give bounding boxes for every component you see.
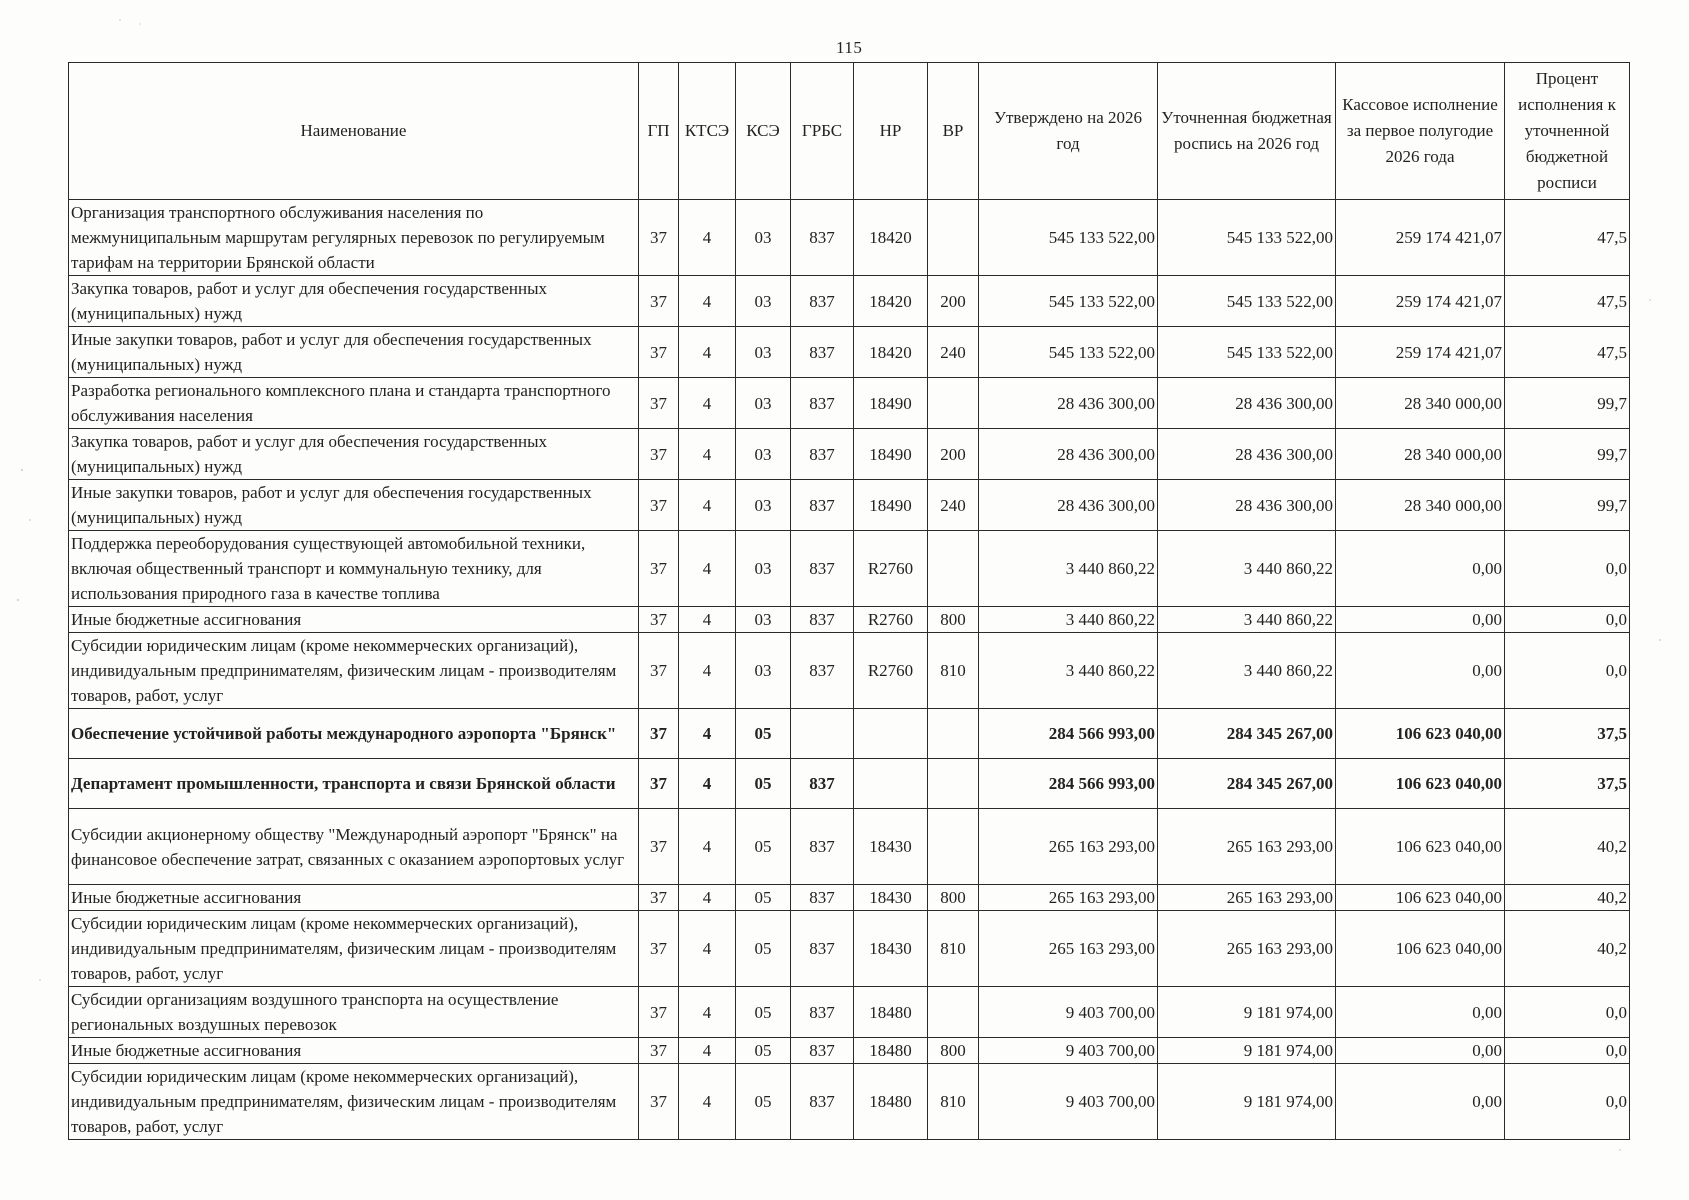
cell-nr: 18430: [854, 885, 928, 911]
cell-grbs: 837: [791, 327, 854, 378]
cell-approved: 3 440 860,22: [979, 531, 1158, 607]
cell-grbs: 837: [791, 531, 854, 607]
cell-grbs: 837: [791, 1038, 854, 1064]
cell-vr: 810: [928, 911, 979, 987]
cell-cash: 0,00: [1336, 607, 1505, 633]
cell-gp: 37: [639, 987, 679, 1038]
header-name: Наименование: [69, 63, 639, 200]
cell-grbs: 837: [791, 200, 854, 276]
cell-name: Организация транспортного обслуживания населения по межмуниципальным маршрутам регулярных перевозок по регулируемым тарифам на территории Брянской области: [69, 200, 639, 276]
cell-kse: 05: [736, 709, 791, 759]
cell-vr: [928, 709, 979, 759]
table-row: [69, 327, 1630, 378]
cell-cash: 106 623 040,00: [1336, 709, 1505, 759]
cell-name: Субсидии юридическим лицам (кроме некоммерческих организаций), индивидуальным предпринимателям, физическим лицам - производителям товаров, работ, услуг: [69, 633, 639, 709]
cell-vr: [928, 809, 979, 885]
cell-percent: 40,2: [1505, 809, 1630, 885]
cell-vr: [928, 378, 979, 429]
cell-ktse: 4: [679, 633, 736, 709]
cell-approved: 545 133 522,00: [979, 276, 1158, 327]
cell-percent: 0,0: [1505, 1064, 1630, 1140]
cell-cash: 0,00: [1336, 531, 1505, 607]
cell-refined: 28 436 300,00: [1158, 378, 1336, 429]
cell-refined: 9 181 974,00: [1158, 1064, 1336, 1140]
cell-approved: 265 163 293,00: [979, 809, 1158, 885]
cell-name: Субсидии юридическим лицам (кроме некоммерческих организаций), индивидуальным предпринимателям, физическим лицам - производителям товаров, работ, услуг: [69, 911, 639, 987]
header-refined: Уточненная бюджетная роспись на 2026 год: [1158, 63, 1336, 200]
cell-kse: 05: [736, 911, 791, 987]
cell-ktse: 4: [679, 885, 736, 911]
cell-ktse: 4: [679, 759, 736, 809]
cell-kse: 05: [736, 987, 791, 1038]
budget-table: [68, 62, 1630, 1140]
cell-refined: 284 345 267,00: [1158, 709, 1336, 759]
cell-kse: 03: [736, 327, 791, 378]
cell-cash: 106 623 040,00: [1336, 911, 1505, 987]
cell-approved: 9 403 700,00: [979, 1064, 1158, 1140]
header-percent: Процент исполнения к уточненной бюджетной росписи: [1505, 63, 1630, 200]
table-row: [69, 809, 1630, 885]
cell-name: Обеспечение устойчивой работы международного аэропорта "Брянск": [69, 709, 639, 759]
cell-percent: 40,2: [1505, 911, 1630, 987]
cell-name: Иные бюджетные ассигнования: [69, 1038, 639, 1064]
header-vr: ВР: [928, 63, 979, 200]
cell-kse: 03: [736, 633, 791, 709]
cell-grbs: 837: [791, 987, 854, 1038]
cell-nr: 18490: [854, 378, 928, 429]
cell-kse: 03: [736, 480, 791, 531]
cell-cash: 106 623 040,00: [1336, 759, 1505, 809]
cell-cash: 106 623 040,00: [1336, 809, 1505, 885]
cell-refined: 545 133 522,00: [1158, 276, 1336, 327]
cell-percent: 0,0: [1505, 607, 1630, 633]
cell-cash: 0,00: [1336, 987, 1505, 1038]
cell-nr: 18490: [854, 429, 928, 480]
cell-cash: 0,00: [1336, 1038, 1505, 1064]
cell-kse: 03: [736, 200, 791, 276]
cell-name: Иные бюджетные ассигнования: [69, 607, 639, 633]
cell-vr: [928, 759, 979, 809]
cell-percent: 0,0: [1505, 1038, 1630, 1064]
cell-ktse: 4: [679, 200, 736, 276]
cell-refined: 28 436 300,00: [1158, 480, 1336, 531]
cell-gp: 37: [639, 633, 679, 709]
cell-vr: [928, 531, 979, 607]
cell-grbs: 837: [791, 809, 854, 885]
table-row: [69, 607, 1630, 633]
cell-name: Разработка регионального комплексного плана и стандарта транспортного обслуживания населения: [69, 378, 639, 429]
cell-vr: 810: [928, 1064, 979, 1140]
cell-nr: R2760: [854, 633, 928, 709]
cell-nr: R2760: [854, 607, 928, 633]
cell-percent: 47,5: [1505, 276, 1630, 327]
cell-nr: 18420: [854, 327, 928, 378]
cell-gp: 37: [639, 1038, 679, 1064]
cell-ktse: 4: [679, 276, 736, 327]
cell-cash: 28 340 000,00: [1336, 378, 1505, 429]
table-row: [69, 633, 1630, 709]
cell-cash: 106 623 040,00: [1336, 885, 1505, 911]
cell-gp: 37: [639, 429, 679, 480]
cell-kse: 03: [736, 276, 791, 327]
cell-ktse: 4: [679, 480, 736, 531]
cell-kse: 05: [736, 885, 791, 911]
cell-approved: 545 133 522,00: [979, 327, 1158, 378]
cell-nr: 18480: [854, 987, 928, 1038]
cell-refined: 28 436 300,00: [1158, 429, 1336, 480]
cell-nr: [854, 759, 928, 809]
cell-vr: 240: [928, 480, 979, 531]
cell-ktse: 4: [679, 378, 736, 429]
cell-refined: 9 181 974,00: [1158, 1038, 1336, 1064]
table-row: [69, 531, 1630, 607]
cell-name: Субсидии акционерному обществу "Международный аэропорт "Брянск" на финансовое обеспечение затрат, связанных с оказанием аэропортовых услуг: [69, 809, 639, 885]
cell-approved: 9 403 700,00: [979, 987, 1158, 1038]
cell-cash: 0,00: [1336, 1064, 1505, 1140]
cell-percent: 99,7: [1505, 378, 1630, 429]
cell-name: Субсидии юридическим лицам (кроме некоммерческих организаций), индивидуальным предпринимателям, физическим лицам - производителям товаров, работ, услуг: [69, 1064, 639, 1140]
cell-grbs: 837: [791, 1064, 854, 1140]
cell-nr: [854, 709, 928, 759]
cell-grbs: 837: [791, 759, 854, 809]
cell-nr: 18430: [854, 809, 928, 885]
cell-percent: 37,5: [1505, 759, 1630, 809]
cell-name: Иные закупки товаров, работ и услуг для обеспечения государственных (муниципальных) нужд: [69, 327, 639, 378]
cell-vr: 800: [928, 1038, 979, 1064]
cell-gp: 37: [639, 327, 679, 378]
cell-nr: 18490: [854, 480, 928, 531]
cell-vr: 800: [928, 607, 979, 633]
cell-kse: 05: [736, 809, 791, 885]
cell-refined: 545 133 522,00: [1158, 327, 1336, 378]
cell-approved: 545 133 522,00: [979, 200, 1158, 276]
cell-percent: 40,2: [1505, 885, 1630, 911]
header-nr: НР: [854, 63, 928, 200]
cell-gp: 37: [639, 809, 679, 885]
cell-percent: 0,0: [1505, 531, 1630, 607]
cell-approved: 28 436 300,00: [979, 480, 1158, 531]
cell-approved: 3 440 860,22: [979, 633, 1158, 709]
cell-vr: [928, 987, 979, 1038]
cell-ktse: 4: [679, 531, 736, 607]
cell-name: Департамент промышленности, транспорта и связи Брянской области: [69, 759, 639, 809]
cell-grbs: 837: [791, 911, 854, 987]
cell-ktse: 4: [679, 1038, 736, 1064]
cell-name: Закупка товаров, работ и услуг для обеспечения государственных (муниципальных) нужд: [69, 276, 639, 327]
cell-gp: 37: [639, 378, 679, 429]
cell-kse: 03: [736, 607, 791, 633]
cell-gp: 37: [639, 276, 679, 327]
cell-nr: 18430: [854, 911, 928, 987]
cell-nr: R2760: [854, 531, 928, 607]
cell-grbs: 837: [791, 276, 854, 327]
table-header-row: [69, 63, 1630, 200]
cell-ktse: 4: [679, 709, 736, 759]
table-row: [69, 885, 1630, 911]
cell-gp: 37: [639, 885, 679, 911]
cell-kse: 03: [736, 378, 791, 429]
cell-vr: 810: [928, 633, 979, 709]
cell-approved: 265 163 293,00: [979, 911, 1158, 987]
cell-nr: 18480: [854, 1064, 928, 1140]
cell-cash: 259 174 421,07: [1336, 327, 1505, 378]
cell-kse: 05: [736, 759, 791, 809]
cell-percent: 47,5: [1505, 200, 1630, 276]
cell-name: Иные закупки товаров, работ и услуг для обеспечения государственных (муниципальных) нужд: [69, 480, 639, 531]
cell-cash: 28 340 000,00: [1336, 480, 1505, 531]
cell-percent: 0,0: [1505, 987, 1630, 1038]
cell-percent: 99,7: [1505, 480, 1630, 531]
cell-gp: 37: [639, 759, 679, 809]
cell-vr: 200: [928, 276, 979, 327]
table-row: [69, 429, 1630, 480]
cell-approved: 28 436 300,00: [979, 378, 1158, 429]
cell-gp: 37: [639, 200, 679, 276]
table-row: [69, 1038, 1630, 1064]
cell-name: Субсидии организациям воздушного транспорта на осуществление региональных воздушных перевозок: [69, 987, 639, 1038]
cell-vr: 800: [928, 885, 979, 911]
header-kse: КСЭ: [736, 63, 791, 200]
cell-percent: 47,5: [1505, 327, 1630, 378]
cell-gp: 37: [639, 480, 679, 531]
cell-kse: 05: [736, 1064, 791, 1140]
page-number: 115: [836, 38, 863, 57]
header-grbs: ГРБС: [791, 63, 854, 200]
cell-vr: [928, 200, 979, 276]
header-cash: Кассовое исполнение за первое полугодие 2026 года: [1336, 63, 1505, 200]
cell-refined: 265 163 293,00: [1158, 911, 1336, 987]
cell-ktse: 4: [679, 809, 736, 885]
cell-grbs: 837: [791, 633, 854, 709]
cell-gp: 37: [639, 709, 679, 759]
table-row: [69, 1064, 1630, 1140]
cell-vr: 200: [928, 429, 979, 480]
cell-refined: 3 440 860,22: [1158, 633, 1336, 709]
cell-percent: 0,0: [1505, 633, 1630, 709]
cell-refined: 3 440 860,22: [1158, 607, 1336, 633]
cell-grbs: 837: [791, 480, 854, 531]
table-row: [69, 759, 1630, 809]
cell-cash: 28 340 000,00: [1336, 429, 1505, 480]
cell-kse: 03: [736, 429, 791, 480]
cell-name: Закупка товаров, работ и услуг для обеспечения государственных (муниципальных) нужд: [69, 429, 639, 480]
header-ktse: КТСЭ: [679, 63, 736, 200]
cell-cash: 259 174 421,07: [1336, 200, 1505, 276]
cell-approved: 9 403 700,00: [979, 1038, 1158, 1064]
header-approved: Утверждено на 2026 год: [979, 63, 1158, 200]
cell-nr: 18420: [854, 276, 928, 327]
cell-refined: 265 163 293,00: [1158, 885, 1336, 911]
cell-refined: 3 440 860,22: [1158, 531, 1336, 607]
cell-nr: 18480: [854, 1038, 928, 1064]
cell-name: Иные бюджетные ассигнования: [69, 885, 639, 911]
cell-ktse: 4: [679, 327, 736, 378]
cell-ktse: 4: [679, 911, 736, 987]
cell-gp: 37: [639, 531, 679, 607]
cell-ktse: 4: [679, 607, 736, 633]
cell-name: Поддержка переоборудования существующей автомобильной техники, включая общественный транспорт и коммунальную технику, для использования природного газа в качестве топлива: [69, 531, 639, 607]
cell-approved: 284 566 993,00: [979, 759, 1158, 809]
cell-grbs: 837: [791, 885, 854, 911]
table-row: [69, 276, 1630, 327]
cell-percent: 37,5: [1505, 709, 1630, 759]
cell-grbs: [791, 709, 854, 759]
cell-approved: 3 440 860,22: [979, 607, 1158, 633]
cell-vr: 240: [928, 327, 979, 378]
cell-refined: 545 133 522,00: [1158, 200, 1336, 276]
cell-grbs: 837: [791, 429, 854, 480]
cell-refined: 9 181 974,00: [1158, 987, 1336, 1038]
cell-gp: 37: [639, 1064, 679, 1140]
table-row: [69, 480, 1630, 531]
cell-gp: 37: [639, 607, 679, 633]
cell-grbs: 837: [791, 378, 854, 429]
cell-refined: 284 345 267,00: [1158, 759, 1336, 809]
cell-grbs: 837: [791, 607, 854, 633]
table-row: [69, 378, 1630, 429]
cell-gp: 37: [639, 911, 679, 987]
cell-cash: 0,00: [1336, 633, 1505, 709]
cell-ktse: 4: [679, 429, 736, 480]
table-row: [69, 987, 1630, 1038]
table-row: [69, 709, 1630, 759]
header-gp: ГП: [639, 63, 679, 200]
cell-cash: 259 174 421,07: [1336, 276, 1505, 327]
cell-kse: 03: [736, 531, 791, 607]
cell-approved: 284 566 993,00: [979, 709, 1158, 759]
cell-nr: 18420: [854, 200, 928, 276]
table-body: [69, 200, 1630, 1140]
cell-approved: 28 436 300,00: [979, 429, 1158, 480]
table-row: [69, 200, 1630, 276]
cell-kse: 05: [736, 1038, 791, 1064]
table-row: [69, 911, 1630, 987]
cell-ktse: 4: [679, 1064, 736, 1140]
cell-percent: 99,7: [1505, 429, 1630, 480]
cell-refined: 265 163 293,00: [1158, 809, 1336, 885]
cell-ktse: 4: [679, 987, 736, 1038]
cell-approved: 265 163 293,00: [979, 885, 1158, 911]
